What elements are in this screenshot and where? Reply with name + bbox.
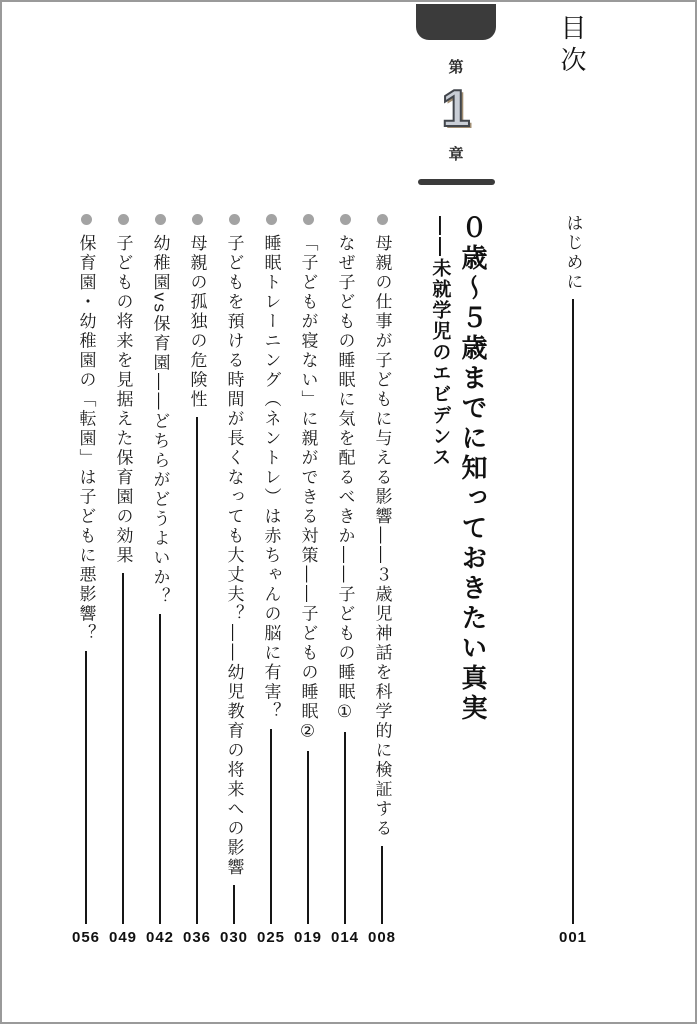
page-title: 目次 (557, 14, 587, 78)
bullet-dot-icon (340, 214, 351, 225)
toc-entry (253, 214, 289, 945)
leader-line (381, 846, 383, 925)
leader-line (270, 729, 272, 925)
page-number: 042 (145, 929, 175, 946)
toc-entry (142, 214, 178, 945)
chapter-divider-bar (418, 179, 495, 185)
page-number: 049 (108, 929, 138, 946)
intro-label: はじめに (563, 214, 583, 292)
leader-line (122, 573, 124, 925)
page-number: 008 (367, 929, 397, 946)
chapter-number: 1 (441, 80, 471, 138)
bullet-dot-icon (266, 214, 277, 225)
chapter-marker (434, 56, 478, 164)
chapter-tab-shape (416, 4, 496, 40)
leader-line (307, 751, 309, 924)
page-number: 056 (71, 929, 101, 946)
chapter-prefix-label: 第 (448, 59, 464, 76)
toc-entry (364, 214, 400, 945)
entry-title: 母親の仕事が子どもに与える影響——３歳児神話を科学的に検証する (372, 234, 392, 839)
entry-title: 子どもを預ける時間が長くなっても大丈夫？——幼児教育の将来への影響 (224, 234, 244, 878)
entry-title: 睡眠トレーニング（ネントレ）は赤ちゃんの脳に有害？ (261, 234, 281, 722)
chapter-suffix-label: 章 (448, 146, 464, 163)
bullet-dot-icon (118, 214, 129, 225)
toc-entry (105, 214, 141, 945)
page-number: 036 (182, 929, 212, 946)
leader-line (344, 732, 346, 925)
intro-entry (555, 214, 591, 945)
toc-entry (179, 214, 215, 945)
leader-line (159, 614, 161, 924)
toc-entry (290, 214, 326, 945)
bullet-dot-icon (81, 214, 92, 225)
leader-line (85, 651, 87, 925)
leader-line (233, 885, 235, 925)
entry-title: 母親の孤独の危険性 (187, 234, 207, 410)
toc-entry (327, 214, 363, 945)
toc-entry (68, 214, 104, 945)
bullet-dot-icon (155, 214, 166, 225)
chapter-heading (423, 214, 491, 959)
page-number: 019 (293, 929, 323, 946)
bullet-dot-icon (377, 214, 388, 225)
entry-title: 保育園・幼稚園の「転園」は子どもに悪影響？ (76, 234, 96, 644)
leader-line (196, 417, 198, 925)
entry-title: なぜ子どもの睡眠に気を配るべきか——子どもの睡眠① (335, 234, 355, 725)
bullet-dot-icon (192, 214, 203, 225)
page-number: 025 (256, 929, 286, 946)
entry-title: 幼稚園vs保育園——どちらがどうよいか？ (150, 234, 170, 607)
entry-title: 「子どもが寝ない」に親ができる対策——子どもの睡眠② (298, 234, 318, 744)
bullet-dot-icon (303, 214, 314, 225)
intro-page-number: 001 (558, 929, 588, 946)
page-number: 030 (219, 929, 249, 946)
entry-title: 子どもの将来を見据えた保育園の効果 (113, 234, 133, 566)
chapter-title: ０歳〜５歳までに知っておきたい真実 (458, 214, 488, 724)
chapter-subtitle: ——未就学児のエビデンス (429, 216, 451, 468)
intro-leader-line (572, 299, 574, 924)
toc-entry (216, 214, 252, 945)
page-number: 014 (330, 929, 360, 946)
bullet-dot-icon (229, 214, 240, 225)
